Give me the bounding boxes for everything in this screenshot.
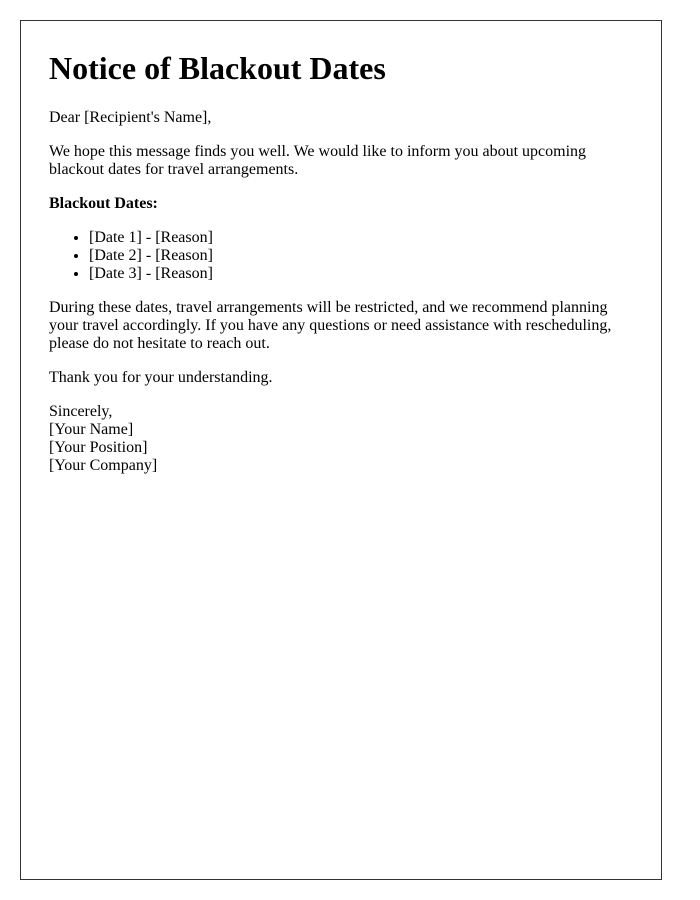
closing: Sincerely, <box>49 403 113 420</box>
blackout-list <box>49 229 633 283</box>
intro-paragraph: We hope this message finds you well. We would like to inform you about upcoming blackout dates for travel arrangements. <box>49 143 587 178</box>
blackout-item: • [Date 2] - [Reason] <box>89 247 633 265</box>
salutation: Dear [Recipient's Name], <box>49 109 212 126</box>
body-paragraph: During these dates, travel arrangements will be restricted, and we recommend planning your travel accordingly. If you have any questions or need assistance with rescheduling, please do not hesitate to reach out. <box>49 299 612 352</box>
letter-content <box>21 21 661 475</box>
blackout-item: • [Date 1] - [Reason] <box>89 229 633 247</box>
signature-position: [Your Position] <box>49 439 148 456</box>
thanks-paragraph: Thank you for your understanding. <box>49 369 273 386</box>
signature-company: [Your Company] <box>49 457 158 474</box>
blackout-heading: Blackout Dates: <box>49 195 158 212</box>
letter-page <box>20 20 662 880</box>
signature-name: [Your Name] <box>49 421 134 438</box>
letter-title: Notice of Blackout Dates <box>49 50 386 86</box>
blackout-item: • [Date 3] - [Reason] <box>89 265 633 283</box>
signature-block <box>49 403 633 475</box>
